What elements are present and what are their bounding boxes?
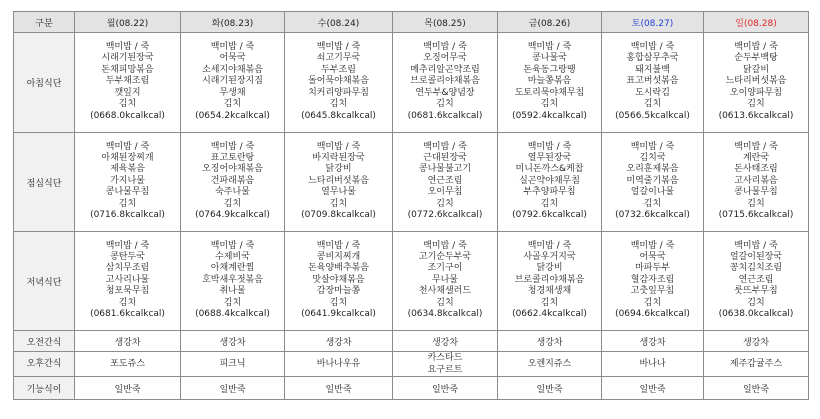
menu-item: (0716.8kcalkcal) — [90, 210, 165, 221]
menu-item: 도토리묵야채무침 — [514, 87, 585, 98]
menu-item: 김치 — [540, 297, 559, 308]
menu-item: 감장마늘쫑 — [316, 286, 361, 297]
menu-item: 고사리볶음 — [734, 175, 778, 186]
menu-item: 김치 — [540, 198, 559, 209]
breakfast-cell — [498, 33, 602, 133]
pm-snack-label: 오후간식 — [14, 352, 75, 377]
special-diet-row — [14, 377, 809, 400]
breakfast-label: 아침식단 — [14, 33, 75, 133]
menu-item: 얼갈이된장국 — [729, 251, 783, 262]
day-header-sat: 토(08.27) — [602, 12, 704, 33]
am-snack-cell: 생강차 — [181, 331, 285, 352]
menu-item: 혈감자조림 — [630, 274, 675, 285]
menu-item: 요구르트 — [427, 365, 463, 375]
menu-item: 김치 — [223, 198, 242, 209]
menu-item: 백미밥 / 죽 — [423, 240, 467, 251]
menu-item: (0566.5kcalkcal) — [615, 110, 690, 121]
menu-item: 백미밥 / 죽 — [630, 240, 675, 251]
menu-item: (0681.6kcalkcal) — [90, 309, 165, 320]
lunch-cell — [602, 133, 704, 232]
menu-item: 백미밥 / 죽 — [527, 240, 572, 251]
am-snack-cell: 생강차 — [393, 331, 498, 352]
menu-item: 시래기된장국 — [101, 53, 154, 64]
menu-item: 쇠고기무국 — [316, 53, 361, 64]
menu-item: 콩탄두국 — [110, 251, 145, 262]
menu-item: 삼치무조림 — [105, 263, 150, 274]
menu-item: 백미밥 / 죽 — [210, 141, 255, 152]
menu-item: 수제비국 — [215, 251, 250, 262]
menu-item: 시래기된장지짐 — [202, 76, 263, 87]
day-header-tue: 화(08.23) — [181, 12, 285, 33]
menu-item: 고기순두부국 — [418, 251, 472, 262]
menu-item: 오이무침 — [427, 187, 463, 198]
menu-item: 아채계란찜 — [210, 263, 255, 274]
menu-item: 청경채생채 — [527, 286, 572, 297]
menu-item: (0792.6kcalkcal) — [512, 210, 587, 221]
menu-item: 오리훈제볶음 — [626, 164, 679, 175]
menu-item: 김치 — [436, 297, 454, 308]
menu-item: 김치 — [747, 99, 765, 110]
special-diet-cell: 일반죽 — [704, 377, 809, 400]
menu-item: 김치 — [540, 99, 559, 110]
pm-snack-cell — [285, 352, 393, 377]
menu-item: (0772.6kcalkcal) — [407, 210, 483, 221]
pm-snack-cell — [498, 352, 602, 377]
pm-snack-cell — [181, 352, 285, 377]
menu-item: 돈사태조림 — [734, 164, 778, 175]
menu-item: 백미밥 / 죽 — [630, 42, 675, 53]
menu-item: 열무나물 — [321, 187, 356, 198]
am-snack-cell: 생강차 — [704, 331, 809, 352]
dinner-cell — [75, 232, 181, 331]
menu-item: 닭강비 — [325, 164, 352, 175]
menu-item: (0732.6kcalkcal) — [615, 210, 690, 221]
menu-item: 백미밥 / 죽 — [210, 42, 255, 53]
menu-item: 콩나물무침 — [105, 187, 150, 198]
menu-item: 오렌지쥬스 — [527, 359, 572, 369]
menu-item: 근대된장국 — [423, 152, 467, 163]
menu-item: 닭갈비 — [742, 64, 770, 75]
special-diet-cell: 일반죽 — [498, 377, 602, 400]
dinner-cell — [602, 232, 704, 331]
menu-item: 김치 — [223, 297, 242, 308]
menu-item: 아채된장찌개 — [101, 152, 154, 163]
menu-item: (0715.6kcalkcal) — [718, 210, 794, 221]
day-header-mon: 월(08.22) — [75, 12, 181, 33]
special-diet-cell: 일반죽 — [75, 377, 181, 400]
menu-item: 포도쥬스 — [110, 359, 145, 369]
menu-item: (0709.8kcalkcal) — [301, 210, 376, 221]
menu-item: 돼지불백 — [635, 64, 670, 75]
menu-item: 두부조림 — [321, 64, 356, 75]
pm-snack-cell — [704, 352, 809, 377]
menu-item: 백미밥 / 죽 — [316, 42, 361, 53]
menu-item: (0641.9kcalkcal) — [301, 309, 376, 320]
menu-item: 느타리버섯볶음 — [308, 175, 369, 186]
menu-item: 무생채 — [219, 87, 246, 98]
menu-item: 김치 — [223, 99, 242, 110]
menu-item: 가지나물 — [110, 175, 145, 186]
menu-item: 오징어야채볶음 — [202, 164, 263, 175]
am-snack-row — [14, 331, 809, 352]
lunch-cell — [285, 133, 393, 232]
pm-snack-cell — [393, 352, 498, 377]
menu-item: 김치 — [329, 297, 348, 308]
menu-item: (0645.8kcalkcal) — [301, 110, 376, 121]
weekly-meal-table — [13, 11, 809, 400]
menu-item: (0613.6kcalkcal) — [718, 110, 794, 121]
menu-item: 김치 — [118, 99, 137, 110]
special-diet-cell: 일반죽 — [285, 377, 393, 400]
breakfast-cell — [181, 33, 285, 133]
menu-item: (0694.6kcalkcal) — [615, 309, 690, 320]
menu-item: 마파두부 — [635, 263, 670, 274]
menu-item: 바나나우유 — [316, 359, 361, 369]
breakfast-cell — [393, 33, 498, 133]
menu-item: 사골우거지국 — [523, 251, 576, 262]
pm-snack-row — [14, 352, 809, 377]
menu-item: 미역줄기볶음 — [626, 175, 679, 186]
menu-item: 김치 — [436, 198, 454, 209]
menu-item: 백미밥 / 죽 — [734, 240, 778, 251]
menu-item: 백미밥 / 죽 — [630, 141, 675, 152]
menu-item: 김치 — [643, 198, 662, 209]
breakfast-row — [14, 33, 809, 133]
menu-item: (0638.0kcalkcal) — [718, 309, 794, 320]
menu-item: (0681.6kcalkcal) — [407, 110, 483, 121]
menu-item: 백미밥 / 죽 — [423, 141, 467, 152]
breakfast-cell — [285, 33, 393, 133]
menu-item: 홍합살무추국 — [626, 53, 679, 64]
menu-item: 김치 — [118, 198, 137, 209]
menu-item: 순두부백탕 — [734, 53, 778, 64]
menu-item: 룻뜨부무침 — [734, 286, 778, 297]
dinner-cell — [498, 232, 602, 331]
menu-item: 돌어묵야채볶음 — [308, 76, 369, 87]
menu-item: 콩나물불고기 — [418, 164, 472, 175]
menu-item: 오징어무국 — [423, 53, 467, 64]
menu-item: 김치 — [329, 198, 348, 209]
am-snack-cell: 생강차 — [285, 331, 393, 352]
menu-item: 어묵국 — [639, 251, 666, 262]
category-header: 구분 — [14, 12, 75, 33]
day-header-wed: 수(08.24) — [285, 12, 393, 33]
menu-item: 미니돈까스&케찹 — [515, 164, 584, 175]
day-header-fri: 금(08.26) — [498, 12, 602, 33]
menu-item: 백미밥 / 죽 — [105, 240, 150, 251]
menu-item: 두부채조림 — [105, 76, 150, 87]
menu-item: 조기구이 — [427, 263, 463, 274]
menu-item: 콩나물무침 — [734, 187, 778, 198]
menu-item: 연근조림 — [738, 274, 774, 285]
special-diet-label: 기능식이 — [14, 377, 75, 400]
menu-item: 백미밥 / 죽 — [105, 141, 150, 152]
menu-item: 콩비지찌개 — [316, 251, 361, 262]
menu-item: 제육볶음 — [110, 164, 145, 175]
pm-snack-cell — [602, 352, 704, 377]
breakfast-cell — [75, 33, 181, 133]
menu-item: 카스타드 — [427, 353, 463, 363]
day-header-thu: 목(08.25) — [393, 12, 498, 33]
dinner-cell — [285, 232, 393, 331]
menu-item: (0662.4kcalkcal) — [512, 309, 587, 320]
am-snack-cell: 생강차 — [498, 331, 602, 352]
menu-item: 백미밥 / 죽 — [734, 141, 778, 152]
menu-item: 어묵국 — [219, 53, 246, 64]
breakfast-cell — [602, 33, 704, 133]
am-snack-cell: 생강차 — [602, 331, 704, 352]
lunch-cell — [75, 133, 181, 232]
menu-item: 제주감귤주스 — [729, 359, 783, 369]
menu-item: 백미밥 / 죽 — [423, 42, 467, 53]
am-snack-label: 오전간식 — [14, 331, 75, 352]
menu-item: 꽁치김치조림 — [729, 263, 783, 274]
menu-item: 백미밥 / 죽 — [105, 42, 150, 53]
menu-item: 김치 — [436, 99, 454, 110]
menu-item: 마늘쫑볶음 — [527, 76, 572, 87]
menu-item: 취나물 — [219, 286, 246, 297]
special-diet-cell: 일반죽 — [602, 377, 704, 400]
dinner-cell — [393, 232, 498, 331]
menu-item: 건파래볶음 — [210, 175, 255, 186]
menu-item: 콩나물국 — [532, 53, 567, 64]
menu-item: 고춧잎무침 — [630, 286, 675, 297]
menu-item: 표고토란탕 — [210, 152, 255, 163]
header-row — [14, 12, 809, 33]
lunch-label: 점심식단 — [14, 133, 75, 232]
menu-item: 연두부&양념장 — [415, 87, 475, 98]
menu-item: 호박새우젓볶음 — [202, 274, 263, 285]
lunch-cell — [181, 133, 285, 232]
day-header-sun: 일(08.28) — [704, 12, 809, 33]
pm-snack-cell — [75, 352, 181, 377]
menu-item: 김치 — [118, 297, 137, 308]
menu-item: 닭강비 — [536, 263, 563, 274]
menu-item: 백미밥 / 죽 — [316, 141, 361, 152]
menu-item: (0654.2kcalkcal) — [195, 110, 270, 121]
menu-item: 무나물 — [431, 274, 459, 285]
dinner-label: 저녁식단 — [14, 232, 75, 331]
menu-item: 돈육양배추볶음 — [308, 263, 369, 274]
dinner-row — [14, 232, 809, 331]
menu-item: 김치 — [747, 297, 765, 308]
menu-item: 백미밥 / 죽 — [527, 42, 572, 53]
menu-item: 계란국 — [742, 152, 770, 163]
menu-item: 브로콜리야채볶음 — [514, 274, 585, 285]
lunch-cell — [393, 133, 498, 232]
menu-item: 깻잎지 — [114, 87, 141, 98]
menu-item: 부추양파무침 — [523, 187, 576, 198]
lunch-cell — [498, 133, 602, 232]
menu-item: 고사리나물 — [105, 274, 150, 285]
lunch-row — [14, 133, 809, 232]
menu-item: 김치 — [747, 198, 765, 209]
menu-item: 얼갈이나물 — [630, 187, 675, 198]
menu-item: 숙주나물 — [215, 187, 250, 198]
menu-item: 김치 — [643, 297, 662, 308]
menu-item: 소세지야채볶음 — [202, 64, 263, 75]
menu-item: 백미밥 / 죽 — [210, 240, 255, 251]
menu-item: 청포묵무침 — [105, 286, 150, 297]
menu-item: 메추리알곤약조림 — [410, 64, 480, 75]
menu-item: 표고버섯볶음 — [626, 76, 679, 87]
menu-item: 돈채피망볶음 — [101, 64, 154, 75]
special-diet-cell: 일반죽 — [181, 377, 285, 400]
menu-item: 브로콜리야채볶음 — [410, 76, 480, 87]
breakfast-cell — [704, 33, 809, 133]
menu-item: 느타리버섯볶음 — [725, 76, 787, 87]
menu-item: 김치 — [329, 99, 348, 110]
menu-item: 백미밥 / 죽 — [734, 42, 778, 53]
menu-item: 돈육동그랑땡 — [523, 64, 576, 75]
menu-item: 김치 — [643, 99, 662, 110]
menu-item: 오이양파무침 — [729, 87, 783, 98]
menu-item: 바나나 — [639, 359, 666, 369]
dinner-cell — [704, 232, 809, 331]
special-diet-cell: 일반죽 — [393, 377, 498, 400]
menu-item: (0668.0kcalkcal) — [90, 110, 165, 121]
menu-item: 도시락김 — [635, 87, 670, 98]
menu-item: 연근조림 — [427, 175, 463, 186]
menu-item: 실곤약야채무침 — [519, 175, 580, 186]
am-snack-cell: 생강차 — [75, 331, 181, 352]
menu-item: (0688.4kcalkcal) — [195, 309, 270, 320]
menu-item: (0764.9kcalkcal) — [195, 210, 270, 221]
dinner-cell — [181, 232, 285, 331]
menu-item: 피크닉 — [219, 359, 246, 369]
menu-item: 맛살야채볶음 — [312, 274, 365, 285]
meal-plan-page — [13, 11, 808, 400]
menu-item: (0592.4kcalkcal) — [512, 110, 587, 121]
lunch-cell — [704, 133, 809, 232]
menu-item: 백미밥 / 죽 — [527, 141, 572, 152]
menu-item: 열무된장국 — [527, 152, 572, 163]
menu-item: 바지락된장국 — [312, 152, 365, 163]
menu-item: (0634.8kcalkcal) — [407, 309, 483, 320]
menu-item: 김치국 — [639, 152, 666, 163]
menu-item: 천사채샐러드 — [418, 286, 472, 297]
menu-item: 백미밥 / 죽 — [316, 240, 361, 251]
menu-item: 치커리양파무침 — [308, 87, 369, 98]
